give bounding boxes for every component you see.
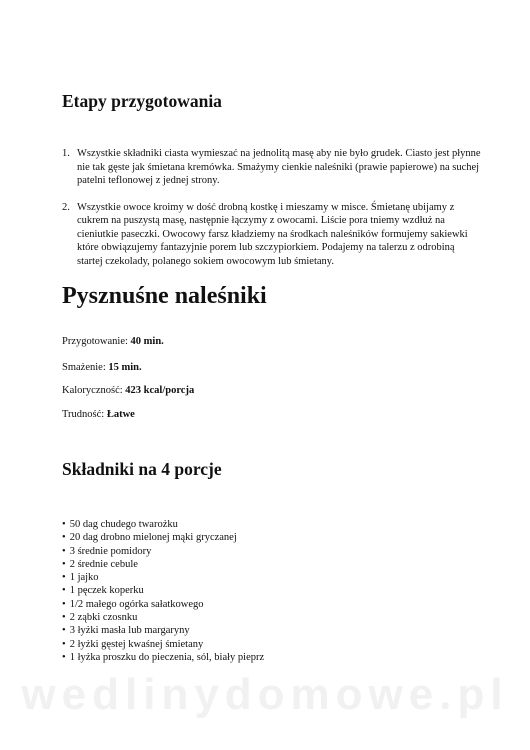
watermark: wedlinydomowe.pl	[21, 670, 509, 719]
ingredient-item: • 2 średnie cebule	[62, 558, 264, 571]
prep-time-label: Przygotowanie:	[62, 336, 128, 347]
step-number: 1.	[62, 148, 70, 159]
step-item	[62, 147, 482, 188]
ingredient-item: • 1 łyżka proszku do pieczenia, sól, biały pieprz	[62, 651, 264, 664]
fry-time	[62, 361, 142, 374]
fry-time-value: 15 min.	[108, 362, 142, 373]
ingredient-item: • 2 ząbki czosnku	[62, 611, 264, 624]
ingredients-heading: Składniki na 4 porcje	[62, 459, 222, 479]
difficulty	[62, 408, 135, 421]
recipe-title: Pysznuśne naleśniki	[62, 283, 267, 309]
ingredient-item: • 20 dag drobno mielonej mąki gryczanej	[62, 531, 264, 544]
ingredient-item: • 3 łyżki masła lub margaryny	[62, 624, 264, 637]
step-text: Wszystkie owoce kroimy w dość drobną kostkę i mieszamy w misce. Śmietanę ubijamy z cukrem na puszystą masę, następnie łączymy z owocami. Liście pora tniemy wzdłuż na cieniutkie paseczki. Owocowy farsz kładziemy na środkach naleśników formujemy sakiewki które obwiązujemy fantazyjnie porem lub szczypiorkiem. Podajemy na talerzu z odrobiną startej czekolady, polanego sokiem owocowym lub śmietany.	[77, 201, 468, 267]
steps-heading: Etapy przygotowania	[62, 91, 222, 111]
ingredient-item: • 2 łyżki gęstej kwaśnej śmietany	[62, 638, 264, 651]
step-text: Wszystkie składniki ciasta wymieszać na jednolitą masę aby nie było grudek. Ciasto jest płynne nie tak gęste jak śmietana kremówka. Smażymy cienkie naleśniki (prawie papierowe) na suchej patelni teflonowej z jednej strony.	[77, 148, 481, 186]
prep-time-value: 40 min.	[130, 336, 164, 347]
fry-time-label: Smażenie:	[62, 362, 106, 373]
ingredient-item: • 1 jajko	[62, 571, 264, 584]
prep-time	[62, 335, 164, 348]
step-number: 2.	[62, 201, 70, 213]
step-item	[62, 201, 482, 269]
difficulty-value: Łatwe	[106, 409, 135, 420]
ingredient-item: • 50 dag chudego twarożku	[62, 518, 264, 531]
calories-value: 423 kcal/porcja	[125, 385, 195, 396]
calories	[62, 384, 194, 397]
ingredient-item: • 1 pęczek koperku	[62, 584, 264, 597]
difficulty-label: Trudność:	[62, 409, 105, 420]
ingredient-item: • 1/2 małego ogórka sałatkowego	[62, 598, 264, 611]
steps-list	[62, 147, 482, 268]
calories-label: Kaloryczność:	[62, 385, 123, 396]
ingredient-item: • 3 średnie pomidory	[62, 545, 264, 558]
ingredients-list	[62, 518, 264, 664]
